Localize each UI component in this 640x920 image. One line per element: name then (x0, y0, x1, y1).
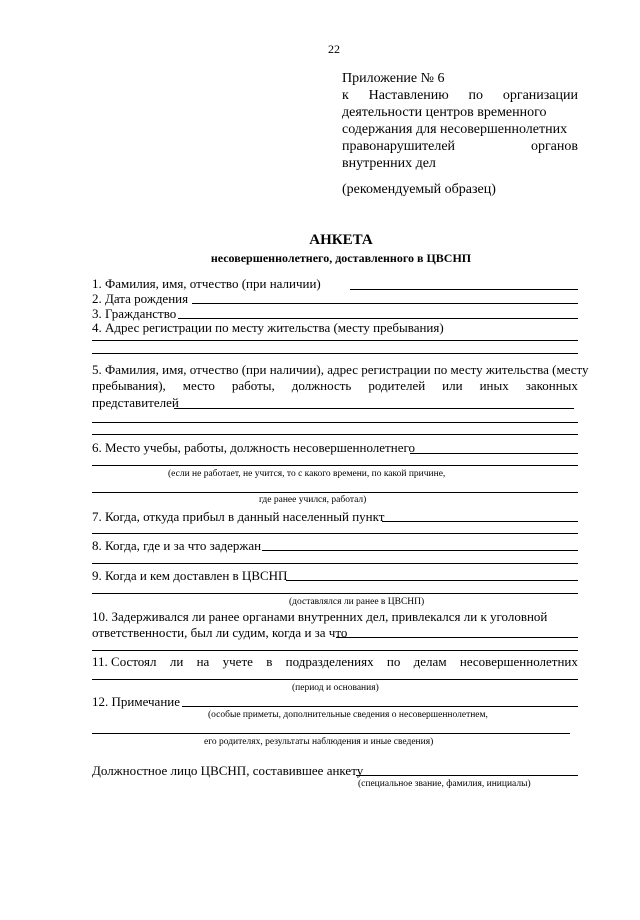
field-6-line-2[interactable] (92, 465, 578, 466)
appendix-word: к (342, 88, 349, 103)
field-5-label-line-1: 5. Фамилия, имя, отчество (при наличии), адрес регистрации по месту жительства (месту (92, 362, 589, 377)
appendix-line-3: содержания для несовершеннолетних (342, 122, 568, 137)
field-6-line-3[interactable] (92, 492, 578, 493)
label-word: учете (222, 654, 253, 669)
label-word: или (442, 378, 463, 393)
field-12-line-1[interactable] (182, 706, 578, 707)
page-number: 22 (328, 42, 340, 56)
field-6-label: 6. Место учебы, работы, должность несовершеннолетнего (92, 440, 415, 455)
field-5-label-line-2 (92, 378, 578, 393)
field-1-label: 1. Фамилия, имя, отчество (при наличии) (92, 276, 321, 291)
field-8-label: 8. Когда, где и за что задержан (92, 538, 262, 553)
label-word: законных (525, 378, 578, 393)
field-12-label: 12. Примечание (92, 694, 181, 709)
field-10-label-line-2: ответственности, был ли судим, когда и за что (92, 625, 348, 640)
label-word: несовершеннолетних (459, 654, 578, 669)
field-11-hint: (период и основания) (292, 683, 379, 693)
appendix-line-1 (342, 87, 578, 104)
official-label: Должностное лицо ЦВСНП, составившее анкету (92, 763, 364, 778)
label-word: подразделениях (285, 654, 374, 669)
label-word: 11. Состоял (92, 654, 157, 669)
field-10-line-1[interactable] (336, 637, 578, 638)
field-9-hint: (доставлялся ли ранее в ЦВСНП) (289, 597, 425, 607)
field-12-line-2[interactable] (92, 733, 570, 734)
appendix-word: правонарушителей (342, 139, 456, 154)
field-12-hint-1: (особые приметы, дополнительные сведения о несовершеннолетнем, (208, 710, 488, 720)
field-4-line-1[interactable] (92, 340, 578, 341)
label-word: ли (169, 654, 184, 669)
field-7-line-1[interactable] (382, 521, 578, 522)
label-word: пребывания), (92, 378, 166, 393)
field-9-label: 9. Когда и кем доставлен в ЦВСНП (92, 568, 288, 583)
field-11-label (92, 654, 578, 669)
appendix-line-5: внутренних дел (342, 156, 436, 171)
label-word: родителей (368, 378, 426, 393)
official-hint: (специальное звание, фамилия, инициалы) (358, 779, 531, 789)
appendix-word: Наставлению (368, 88, 449, 103)
field-3-label: 3. Гражданство (92, 306, 177, 321)
field-7-label: 7. Когда, откуда прибыл в данный населенный пункт (92, 509, 385, 524)
sample-note: (рекомендуемый образец) (342, 182, 496, 197)
field-6-hint-1: (если не работает, не учится, то с какого времени, по какой причине, (168, 469, 446, 479)
label-word: по (386, 654, 401, 669)
field-6-hint-2: где ранее учился, работал) (259, 495, 367, 505)
field-3-line[interactable] (178, 318, 578, 319)
form-subtitle: несовершеннолетнего, доставленного в ЦВСНП (210, 251, 472, 265)
field-2-label: 2. Дата рождения (92, 291, 189, 306)
appendix-title: Приложение № 6 (342, 71, 445, 86)
field-10-label-line-1: 10. Задерживался ли ранее органами внутренних дел, привлекался ли к уголовной (92, 609, 548, 624)
field-2-line[interactable] (192, 303, 578, 304)
field-4-line-2[interactable] (92, 353, 578, 354)
label-word: на (196, 654, 210, 669)
field-8-line-2[interactable] (92, 563, 578, 564)
label-word: работы, (231, 378, 275, 393)
official-line[interactable] (356, 775, 578, 776)
field-5-line-1[interactable] (174, 408, 574, 409)
label-word: иных (479, 378, 509, 393)
appendix-line-2: деятельности центров временного (342, 105, 547, 120)
appendix-word: органов (530, 139, 578, 154)
label-word: в (266, 654, 273, 669)
label-word: место (182, 378, 215, 393)
field-10-line-2[interactable] (92, 650, 578, 651)
field-9-line-1[interactable] (286, 580, 578, 581)
field-11-line[interactable] (92, 679, 578, 680)
label-word: делам (413, 654, 447, 669)
field-6-line-1[interactable] (410, 453, 578, 454)
appendix-word: организации (502, 88, 578, 103)
field-5-line-2[interactable] (92, 422, 578, 423)
field-8-line-1[interactable] (262, 550, 578, 551)
appendix-word: по (468, 88, 484, 103)
field-4-label: 4. Адрес регистрации по месту жительства (месту пребывания) (92, 320, 444, 335)
form-title: АНКЕТА (309, 232, 373, 248)
field-5-line-3[interactable] (92, 434, 578, 435)
field-1-line[interactable] (350, 289, 578, 290)
label-word: должность (291, 378, 352, 393)
field-5-label-line-3: представителей (92, 395, 179, 410)
field-12-hint-2: его родителях, результаты наблюдения и иные сведения) (204, 737, 434, 747)
field-7-line-2[interactable] (92, 533, 578, 534)
field-9-line-2[interactable] (92, 593, 578, 594)
appendix-line-4 (342, 138, 578, 155)
